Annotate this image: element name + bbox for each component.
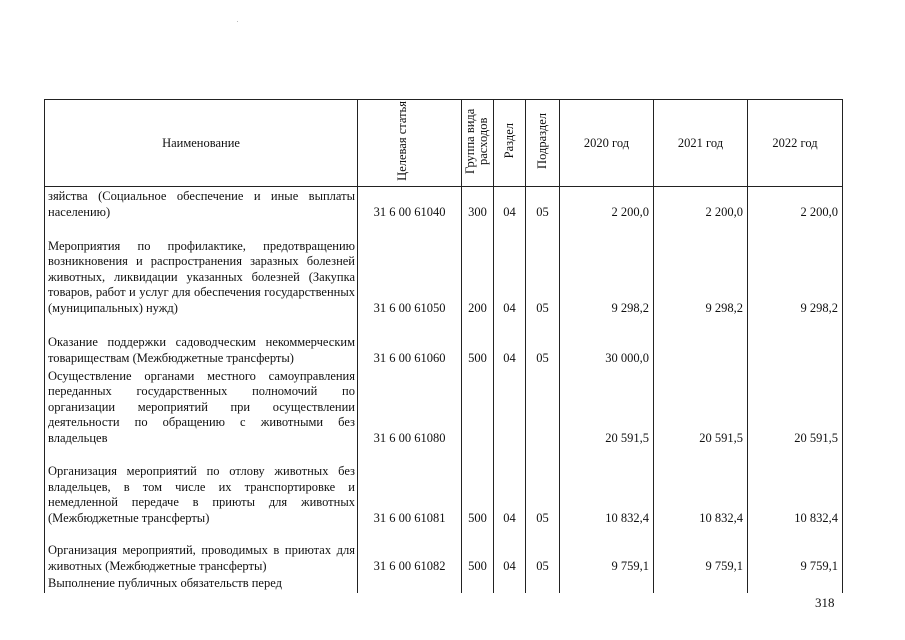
budget-table bbox=[44, 99, 843, 593]
row-2021: 10 832,4 bbox=[654, 448, 748, 528]
row-podrazdel: 05 bbox=[526, 222, 560, 318]
table-row bbox=[45, 448, 843, 528]
header-2021: 2021 год bbox=[654, 100, 748, 187]
row-2020: 9 298,2 bbox=[560, 222, 654, 318]
row-2022 bbox=[748, 576, 843, 593]
row-2020: 20 591,5 bbox=[560, 368, 654, 448]
table-row bbox=[45, 528, 843, 576]
row-name: Оказание поддержки садоводческим некоммерческим товариществам (Межбюджетные трансферты) bbox=[45, 318, 358, 368]
row-razdel bbox=[494, 576, 526, 593]
header-vid: Группа вида расходов bbox=[462, 100, 494, 187]
table-row bbox=[45, 368, 843, 448]
row-podrazdel bbox=[526, 576, 560, 593]
row-name: Выполнение публичных обязательств перед bbox=[45, 576, 358, 593]
scan-dot bbox=[237, 21, 238, 22]
header-code: Целевая статья bbox=[358, 100, 462, 187]
row-name: зяйства (Социальное обеспечение и иные выплаты населению) bbox=[45, 187, 358, 222]
row-podrazdel bbox=[526, 368, 560, 448]
row-2020 bbox=[560, 576, 654, 593]
row-2021 bbox=[654, 576, 748, 593]
row-2021: 9 759,1 bbox=[654, 528, 748, 576]
header-razdel: Раздел bbox=[494, 100, 526, 187]
row-podrazdel: 05 bbox=[526, 528, 560, 576]
row-name: Мероприятия по профилактике, предотвращению возникновения и распространения заразных болезней животных, ликвидации указанных болезней (Закупка товаров, работ и услуг для обеспечения государственных (муниципальных) нужд) bbox=[45, 222, 358, 318]
row-vid bbox=[462, 368, 494, 448]
row-code: 31 6 00 61082 bbox=[358, 528, 462, 576]
header-row bbox=[45, 100, 843, 187]
header-podrazdel: Подраздел bbox=[526, 100, 560, 187]
row-name: Организация мероприятий, проводимых в приютах для животных (Межбюджетные трансферты) bbox=[45, 528, 358, 576]
row-vid: 500 bbox=[462, 528, 494, 576]
row-2022: 9 298,2 bbox=[748, 222, 843, 318]
row-2021: 2 200,0 bbox=[654, 187, 748, 222]
row-code: 31 6 00 61060 bbox=[358, 318, 462, 368]
row-2020: 9 759,1 bbox=[560, 528, 654, 576]
row-razdel: 04 bbox=[494, 187, 526, 222]
header-2020: 2020 год bbox=[560, 100, 654, 187]
row-2020: 10 832,4 bbox=[560, 448, 654, 528]
row-razdel: 04 bbox=[494, 318, 526, 368]
row-code: 31 6 00 61050 bbox=[358, 222, 462, 318]
row-razdel bbox=[494, 368, 526, 448]
row-2022: 2 200,0 bbox=[748, 187, 843, 222]
row-vid: 300 bbox=[462, 187, 494, 222]
row-code bbox=[358, 576, 462, 593]
header-name: Наименование bbox=[45, 100, 358, 187]
row-code: 31 6 00 61081 bbox=[358, 448, 462, 528]
table-row bbox=[45, 576, 843, 593]
row-vid: 500 bbox=[462, 318, 494, 368]
table-row bbox=[45, 318, 843, 368]
row-2022: 10 832,4 bbox=[748, 448, 843, 528]
row-2020: 2 200,0 bbox=[560, 187, 654, 222]
row-podrazdel: 05 bbox=[526, 187, 560, 222]
row-2022: 9 759,1 bbox=[748, 528, 843, 576]
row-name: Осуществление органами местного самоуправления переданных государственных полномочий по организации мероприятий при осуществлении деятельности по обращению с животными без владельцев bbox=[45, 368, 358, 448]
table-row bbox=[45, 222, 843, 318]
row-2022 bbox=[748, 318, 843, 368]
row-podrazdel: 05 bbox=[526, 318, 560, 368]
row-2022: 20 591,5 bbox=[748, 368, 843, 448]
table-row bbox=[45, 187, 843, 222]
row-vid: 200 bbox=[462, 222, 494, 318]
row-razdel: 04 bbox=[494, 448, 526, 528]
row-vid: 500 bbox=[462, 448, 494, 528]
row-razdel: 04 bbox=[494, 528, 526, 576]
row-2020: 30 000,0 bbox=[560, 318, 654, 368]
row-vid bbox=[462, 576, 494, 593]
header-2022: 2022 год bbox=[748, 100, 843, 187]
row-name: Организация мероприятий по отлову животных без владельцев, в том числе их транспортировке и немедленной передаче в приюты для животных (Межбюджетные трансферты) bbox=[45, 448, 358, 528]
row-podrazdel: 05 bbox=[526, 448, 560, 528]
row-2021 bbox=[654, 318, 748, 368]
row-2021: 20 591,5 bbox=[654, 368, 748, 448]
row-code: 31 6 00 61080 bbox=[358, 368, 462, 448]
row-2021: 9 298,2 bbox=[654, 222, 748, 318]
row-code: 31 6 00 61040 bbox=[358, 187, 462, 222]
page-number: 318 bbox=[815, 595, 835, 610]
row-razdel: 04 bbox=[494, 222, 526, 318]
